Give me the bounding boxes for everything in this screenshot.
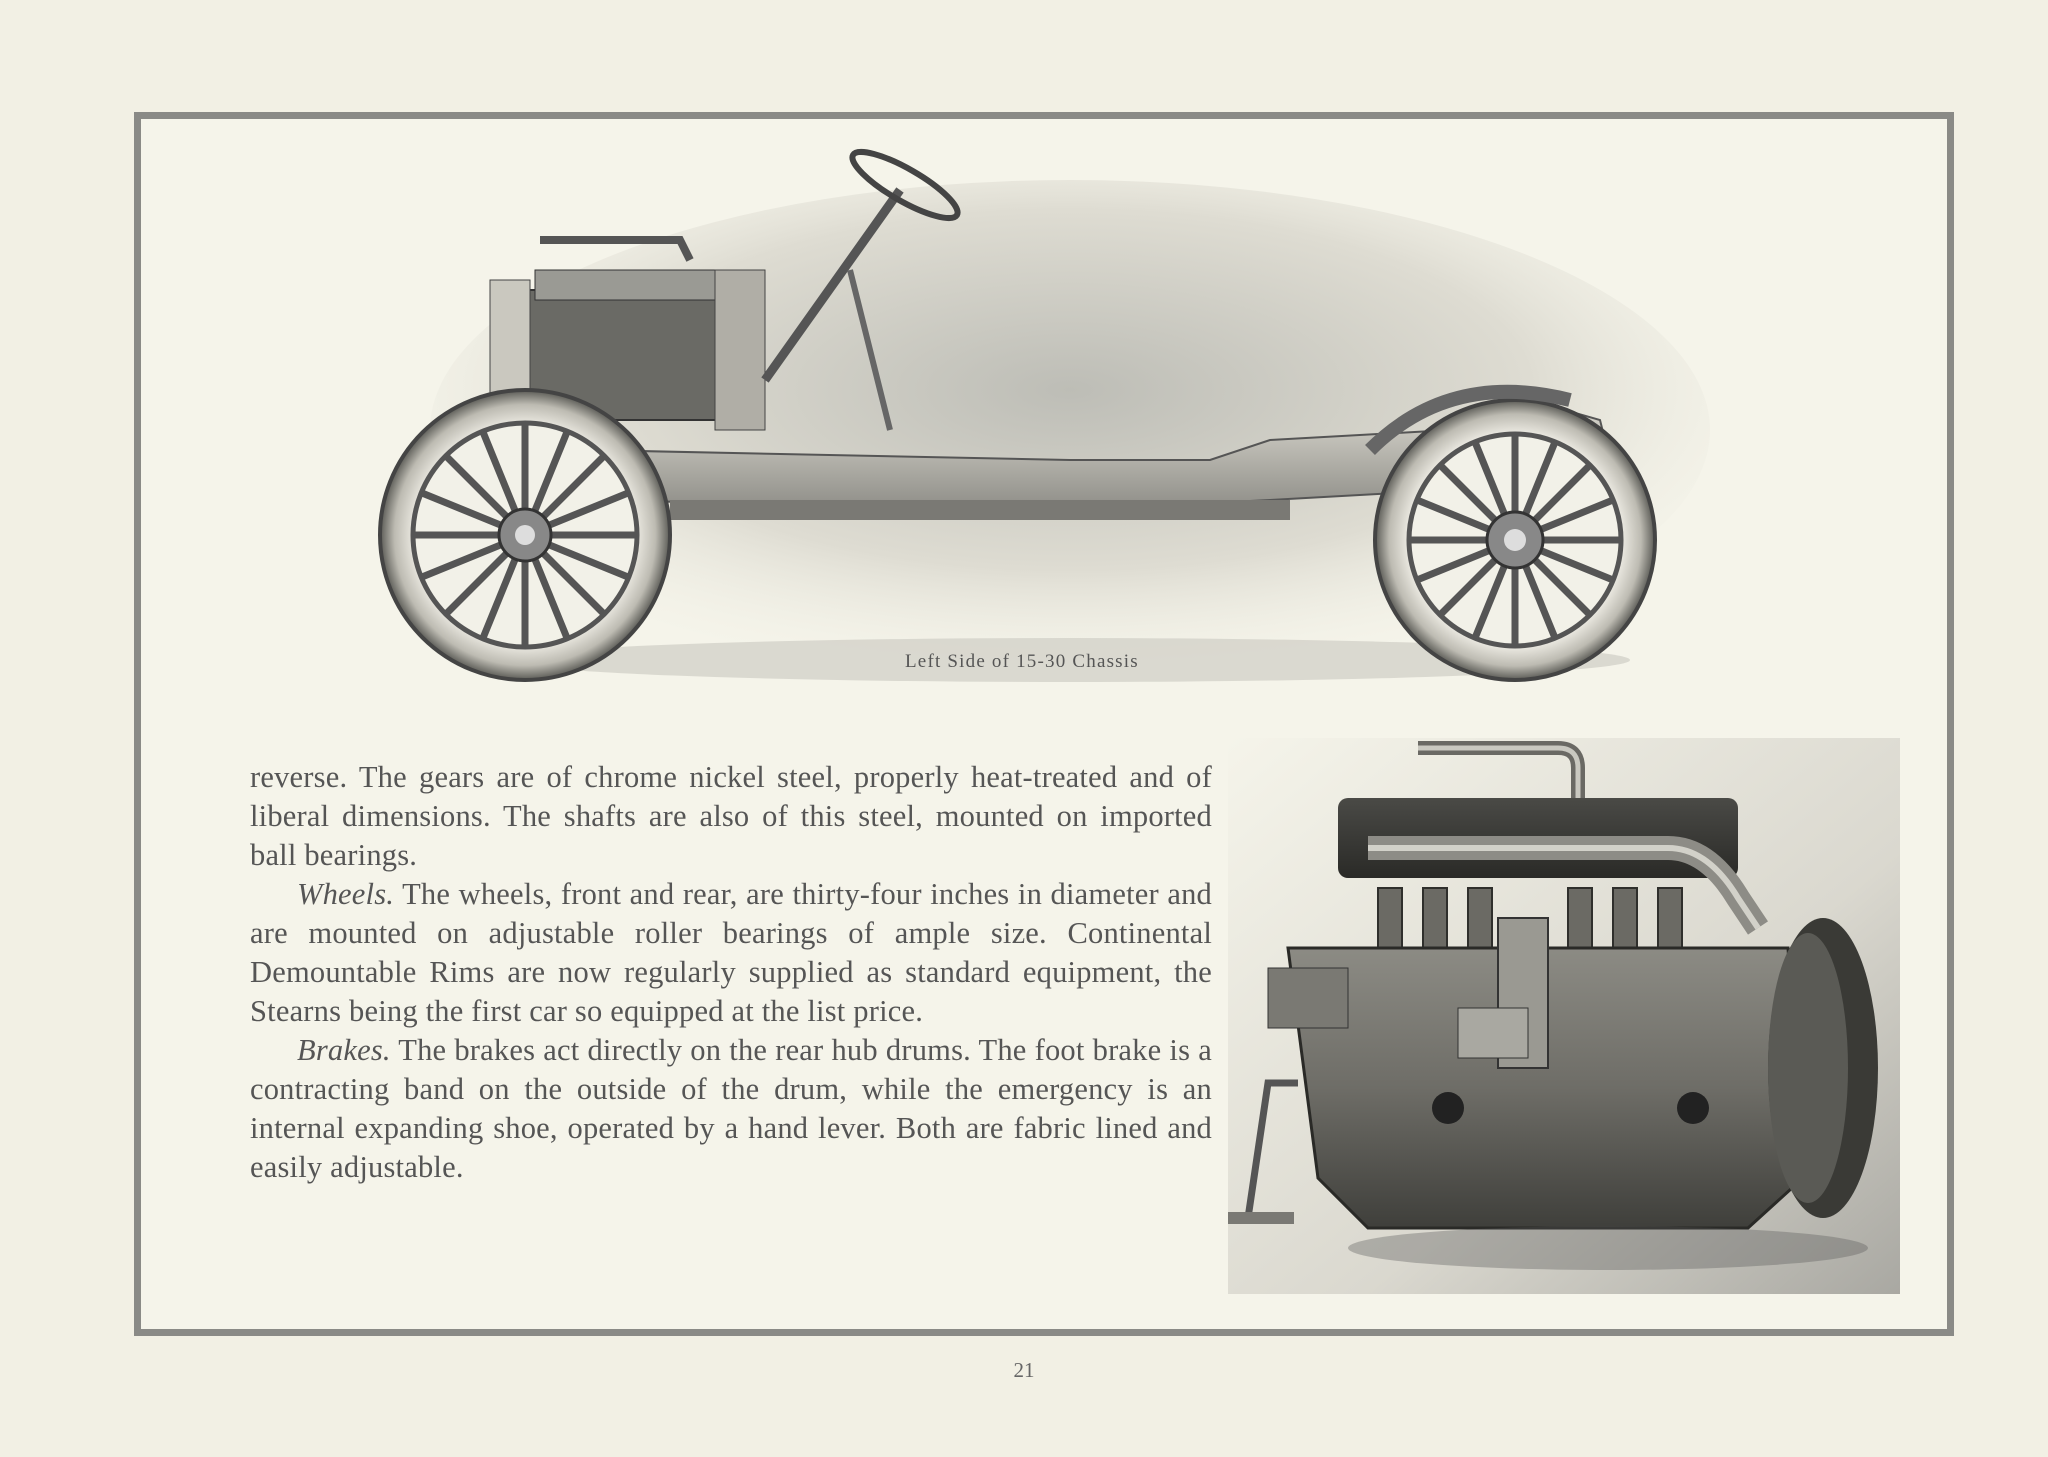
body-text [250, 758, 1212, 1187]
engine-illustration [1228, 738, 1900, 1294]
brakes-text: The brakes act directly on the rear hub drums. The foot brake is a contracting band on the outside of the drum, while the emergency is an internal expanding shoe, operated by a hand lever. Both are fabric lined and easily adjustable. [250, 1033, 1212, 1184]
rear-wheel [1375, 400, 1655, 680]
paragraph-wheels [250, 875, 1212, 1031]
page-number: 21 [1013, 1358, 1035, 1382]
paragraph-gears: reverse. The gears are of chrome nickel steel, properly heat-treated and of liberal dimensions. The shafts are also of this steel, mounted on imported ball bearings. [250, 760, 1212, 872]
wheels-heading: Wheels. [297, 877, 395, 911]
wheels-text: The wheels, front and rear, are thirty-four inches in diameter and are mounted on adjustable roller bearings of ample size. Continental Demountable Rims are now regularly supplied as standard equipment, the Stearns being the first car so equipped at the list price. [250, 877, 1212, 1028]
brakes-heading: Brakes. [297, 1033, 391, 1067]
paragraph-brakes [250, 1031, 1212, 1187]
chassis-illustration [370, 130, 1730, 700]
front-wheel [380, 390, 670, 680]
chassis-caption: Left Side of 15-30 Chassis [905, 651, 1139, 672]
